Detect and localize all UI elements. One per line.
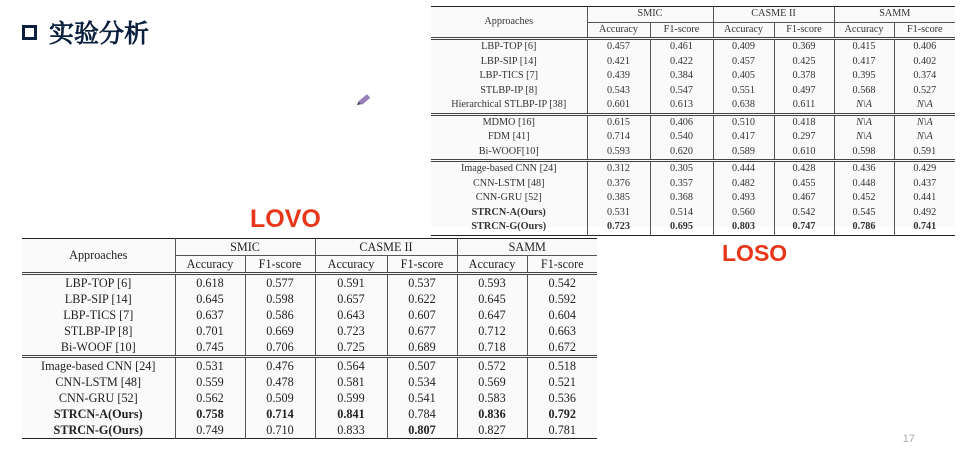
metric-value-cell: 0.536 [527, 390, 597, 406]
metric-value-cell: 0.745 [175, 339, 245, 357]
metric-value-cell: 0.598 [834, 145, 894, 161]
lovo-results-table [22, 238, 597, 438]
metric-value-cell: 0.368 [650, 191, 713, 206]
table-row [22, 390, 597, 406]
table-row [431, 39, 955, 55]
dataset-header: SMIC [175, 239, 315, 256]
approach-name-cell: STRCN-A(Ours) [53, 406, 143, 421]
metric-value-cell: 0.547 [650, 84, 713, 99]
metric-value-cell: 0.415 [834, 39, 894, 55]
metric-header: F1-score [387, 256, 457, 274]
metric-value-cell: 0.663 [527, 323, 597, 339]
metric-value-cell: 0.718 [457, 339, 527, 357]
metric-value-cell: N\A [894, 98, 955, 114]
approach-name-cell: CNN-GRU [52] [58, 390, 138, 405]
metric-value-cell: 0.657 [315, 291, 387, 307]
metric-value-cell: 0.620 [650, 145, 713, 161]
metric-value-cell: 0.741 [894, 220, 955, 235]
metric-value-cell: 0.507 [387, 357, 457, 375]
metric-value-cell: 0.439 [587, 69, 650, 84]
metric-value-cell: 0.577 [245, 274, 315, 292]
metric-value-cell: 0.441 [894, 191, 955, 206]
metric-value-cell: 0.531 [587, 206, 650, 221]
metric-value-cell: 0.422 [650, 55, 713, 70]
metric-value-cell: 0.598 [245, 291, 315, 307]
metric-value-cell: 0.417 [713, 130, 774, 145]
table-row [431, 98, 955, 114]
approach-name-cell: Image-based CNN [24] [41, 358, 156, 373]
metric-value-cell: 0.723 [587, 220, 650, 235]
metric-value-cell: 0.417 [834, 55, 894, 70]
metric-value-cell: 0.369 [774, 39, 834, 55]
metric-value-cell: 0.493 [713, 191, 774, 206]
metric-value-cell: 0.647 [457, 307, 527, 323]
table-row [22, 291, 597, 307]
metric-value-cell: 0.428 [774, 161, 834, 177]
metric-value-cell: 0.792 [527, 406, 597, 422]
metric-value-cell: 0.457 [713, 55, 774, 70]
table-row [22, 357, 597, 375]
metric-value-cell: 0.385 [587, 191, 650, 206]
metric-header: F1-score [650, 22, 713, 39]
metric-value-cell: 0.807 [387, 422, 457, 439]
metric-value-cell: 0.482 [713, 177, 774, 192]
approach-name-cell: Bi-WOOF[10] [478, 145, 539, 157]
metric-value-cell: 0.601 [587, 98, 650, 114]
metric-value-cell: 0.409 [713, 39, 774, 55]
table-row [22, 406, 597, 422]
metric-value-cell: 0.406 [894, 39, 955, 55]
metric-value-cell: 0.467 [774, 191, 834, 206]
table-row [22, 374, 597, 390]
table-row [431, 55, 955, 70]
metric-value-cell: 0.747 [774, 220, 834, 235]
metric-value-cell: 0.712 [457, 323, 527, 339]
metric-value-cell: 0.541 [387, 390, 457, 406]
metric-value-cell: 0.376 [587, 177, 650, 192]
metric-value-cell: N\A [834, 114, 894, 130]
metric-value-cell: 0.622 [387, 291, 457, 307]
metric-value-cell: 0.710 [245, 422, 315, 439]
approach-name-cell: LBP-TICS [7] [479, 70, 539, 82]
metric-value-cell: 0.448 [834, 177, 894, 192]
approach-name-cell: STRCN-A(Ours) [471, 206, 546, 218]
metric-value-cell: 0.572 [457, 357, 527, 375]
metric-value-cell: 0.305 [650, 161, 713, 177]
metric-value-cell: 0.437 [894, 177, 955, 192]
metric-value-cell: 0.672 [527, 339, 597, 357]
metric-value-cell: 0.534 [387, 374, 457, 390]
metric-value-cell: 0.714 [587, 130, 650, 145]
metric-value-cell: 0.374 [894, 69, 955, 84]
metric-value-cell: 0.418 [774, 114, 834, 130]
metric-header: Accuracy [315, 256, 387, 274]
metric-value-cell: 0.695 [650, 220, 713, 235]
metric-value-cell: 0.518 [527, 357, 597, 375]
approach-name-cell: LBP-TICS [7] [63, 307, 134, 322]
approach-name-cell: Bi-WOOF [10] [60, 339, 136, 354]
metric-value-cell: 0.591 [315, 274, 387, 292]
square-bullet-icon [22, 25, 37, 40]
page-number: 17 [902, 433, 915, 445]
approach-name-cell: STLBP-IP [8] [64, 323, 133, 338]
metric-value-cell: 0.599 [315, 390, 387, 406]
table-row [431, 145, 955, 161]
table-row [431, 206, 955, 221]
approach-name-cell: STRCN-G(Ours) [53, 422, 143, 437]
approach-name-cell: LBP-SIP [14] [480, 55, 537, 67]
metric-value-cell: 0.749 [175, 422, 245, 439]
table-row [431, 161, 955, 177]
approach-name-cell: CNN-GRU [52] [475, 192, 542, 204]
metric-value-cell: 0.478 [245, 374, 315, 390]
metric-header: Accuracy [713, 22, 774, 39]
metric-value-cell: 0.457 [587, 39, 650, 55]
metric-value-cell: 0.645 [175, 291, 245, 307]
approach-name-cell: CNN-LSTM [48] [55, 374, 142, 389]
metric-value-cell: 0.476 [245, 357, 315, 375]
metric-value-cell: 0.803 [713, 220, 774, 235]
metric-value-cell: 0.357 [650, 177, 713, 192]
metric-value-cell: 0.569 [457, 374, 527, 390]
metric-value-cell: 0.758 [175, 406, 245, 422]
table-row [22, 422, 597, 439]
metric-value-cell: 0.607 [387, 307, 457, 323]
metric-value-cell: 0.784 [387, 406, 457, 422]
metric-value-cell: 0.645 [457, 291, 527, 307]
metric-value-cell: 0.564 [315, 357, 387, 375]
table-row [22, 323, 597, 339]
metric-value-cell: 0.527 [894, 84, 955, 99]
approaches-header: Approaches [484, 16, 534, 27]
table-row [22, 307, 597, 323]
metric-value-cell: 0.531 [175, 357, 245, 375]
metric-value-cell: 0.638 [713, 98, 774, 114]
metric-value-cell: 0.452 [834, 191, 894, 206]
approach-name-cell: LBP-TOP [6] [65, 275, 132, 290]
approach-name-cell: STRCN-G(Ours) [471, 221, 547, 233]
metric-header: F1-score [527, 256, 597, 274]
metric-value-cell: 0.610 [774, 145, 834, 161]
metric-value-cell: 0.405 [713, 69, 774, 84]
metric-value-cell: N\A [834, 98, 894, 114]
metric-value-cell: 0.723 [315, 323, 387, 339]
metric-value-cell: 0.725 [315, 339, 387, 357]
metric-value-cell: 0.637 [175, 307, 245, 323]
loso-label: LOSO [722, 240, 788, 266]
approach-name-cell: STLBP-IP [8] [480, 84, 538, 96]
metric-value-cell: N\A [894, 130, 955, 145]
metric-value-cell: 0.714 [245, 406, 315, 422]
metric-value-cell: 0.613 [650, 98, 713, 114]
metric-header: F1-score [774, 22, 834, 39]
metric-value-cell: 0.421 [587, 55, 650, 70]
table-row [431, 130, 955, 145]
metric-value-cell: 0.586 [245, 307, 315, 323]
metric-value-cell: 0.706 [245, 339, 315, 357]
metric-value-cell: 0.297 [774, 130, 834, 145]
loso-results-table [431, 6, 955, 233]
metric-value-cell: 0.593 [457, 274, 527, 292]
metric-value-cell: 0.781 [527, 422, 597, 439]
metric-value-cell: 0.521 [527, 374, 597, 390]
table-row [431, 114, 955, 130]
metric-value-cell: 0.455 [774, 177, 834, 192]
table-row [431, 84, 955, 99]
metric-value-cell: 0.560 [713, 206, 774, 221]
metric-value-cell: 0.689 [387, 339, 457, 357]
metric-value-cell: 0.643 [315, 307, 387, 323]
metric-value-cell: 0.395 [834, 69, 894, 84]
metric-value-cell: 0.562 [175, 390, 245, 406]
approach-name-cell: LBP-SIP [14] [64, 291, 132, 306]
metric-value-cell: 0.444 [713, 161, 774, 177]
metric-value-cell: 0.542 [774, 206, 834, 221]
metric-value-cell: N\A [894, 114, 955, 130]
metric-value-cell: 0.677 [387, 323, 457, 339]
metric-value-cell: 0.559 [175, 374, 245, 390]
metric-value-cell: 0.589 [713, 145, 774, 161]
metric-value-cell: 0.841 [315, 406, 387, 422]
metric-value-cell: 0.591 [894, 145, 955, 161]
metric-value-cell: 0.593 [587, 145, 650, 161]
metric-value-cell: 0.836 [457, 406, 527, 422]
metric-value-cell: 0.604 [527, 307, 597, 323]
metric-value-cell: 0.583 [457, 390, 527, 406]
metric-value-cell: 0.611 [774, 98, 834, 114]
metric-value-cell: 0.509 [245, 390, 315, 406]
metric-value-cell: 0.540 [650, 130, 713, 145]
approach-name-cell: FDM [41] [487, 131, 530, 143]
metric-header: Accuracy [587, 22, 650, 39]
metric-value-cell: 0.514 [650, 206, 713, 221]
metric-value-cell: 0.551 [713, 84, 774, 99]
approach-name-cell: CNN-LSTM [48] [472, 177, 545, 189]
dataset-header: CASME II [315, 239, 457, 256]
metric-header: F1-score [894, 22, 955, 39]
metric-value-cell: 0.425 [774, 55, 834, 70]
metric-value-cell: 0.786 [834, 220, 894, 235]
metric-value-cell: 0.461 [650, 39, 713, 55]
pencil-cursor-icon [359, 94, 371, 105]
metric-value-cell: 0.618 [175, 274, 245, 292]
approach-name-cell: LBP-TOP [6] [481, 41, 537, 53]
metric-value-cell: 0.545 [834, 206, 894, 221]
metric-value-cell: 0.701 [175, 323, 245, 339]
metric-header: Accuracy [175, 256, 245, 274]
metric-header: F1-score [245, 256, 315, 274]
metric-value-cell: 0.510 [713, 114, 774, 130]
metric-value-cell: 0.543 [587, 84, 650, 99]
metric-value-cell: 0.568 [834, 84, 894, 99]
lovo-label: LOVO [250, 205, 321, 233]
metric-value-cell: 0.615 [587, 114, 650, 130]
metric-value-cell: 0.402 [894, 55, 955, 70]
metric-value-cell: 0.378 [774, 69, 834, 84]
metric-value-cell: 0.384 [650, 69, 713, 84]
dataset-header: CASME II [713, 7, 834, 23]
metric-value-cell: 0.581 [315, 374, 387, 390]
metric-value-cell: 0.497 [774, 84, 834, 99]
metric-value-cell: 0.312 [587, 161, 650, 177]
table-row [22, 274, 597, 292]
metric-value-cell: 0.542 [527, 274, 597, 292]
metric-value-cell: 0.833 [315, 422, 387, 439]
metric-value-cell: 0.406 [650, 114, 713, 130]
metric-value-cell: 0.492 [894, 206, 955, 221]
metric-header: Accuracy [834, 22, 894, 39]
approach-name-cell: Hierarchical STLBP-IP [38] [451, 99, 567, 111]
slide-title [22, 14, 149, 50]
metric-value-cell: 0.592 [527, 291, 597, 307]
metric-value-cell: 0.827 [457, 422, 527, 439]
metric-value-cell: 0.429 [894, 161, 955, 177]
metric-header: Accuracy [457, 256, 527, 274]
approach-name-cell: MDMO [16] [482, 116, 535, 128]
approach-name-cell: Image-based CNN [24] [460, 163, 557, 175]
metric-value-cell: 0.669 [245, 323, 315, 339]
approaches-header: Approaches [69, 248, 128, 262]
dataset-header: SMIC [587, 7, 713, 23]
metric-value-cell: 0.537 [387, 274, 457, 292]
metric-value-cell: N\A [834, 130, 894, 145]
dataset-header: SAMM [834, 7, 955, 23]
dataset-header: SAMM [457, 239, 597, 256]
table-row [431, 69, 955, 84]
table-row [431, 177, 955, 192]
table-row [22, 339, 597, 357]
table-row [431, 220, 955, 235]
metric-value-cell: 0.436 [834, 161, 894, 177]
table-row [431, 191, 955, 206]
slide-title-text: 实验分析 [49, 19, 150, 48]
